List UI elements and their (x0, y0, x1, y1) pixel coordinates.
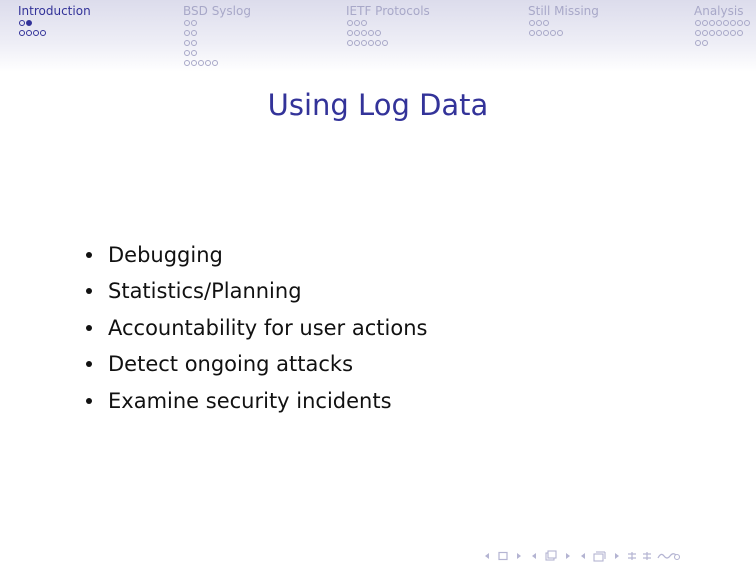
frame-dot[interactable] (191, 60, 197, 66)
nav-section-title[interactable]: Still Missing (528, 4, 599, 18)
bullet-item: Debugging (84, 238, 427, 274)
section-icon[interactable] (593, 550, 607, 562)
nav-section-still-missing[interactable] (528, 4, 599, 38)
frame-dots (694, 18, 751, 48)
frame-dot[interactable] (695, 30, 701, 36)
nav-section-ietf-protocols[interactable] (346, 4, 430, 48)
frame-icon[interactable] (497, 551, 509, 561)
bullet-item: Accountability for user actions (84, 311, 427, 347)
frame-dot[interactable] (723, 20, 729, 26)
frame-dot[interactable] (730, 30, 736, 36)
frame-dot[interactable] (550, 30, 556, 36)
search-icon[interactable] (657, 551, 681, 561)
frame-dot[interactable] (730, 20, 736, 26)
frame-dot[interactable] (19, 20, 25, 26)
frame-dot[interactable] (716, 20, 722, 26)
nav-section-title[interactable]: BSD Syslog (183, 4, 251, 18)
nav-section-bsd-syslog[interactable] (183, 4, 251, 68)
frame-dot-row (347, 38, 430, 48)
next-frame-icon[interactable] (514, 551, 524, 561)
nav-section-title[interactable]: Analysis (694, 4, 744, 18)
frame-dot[interactable] (40, 30, 46, 36)
frame-dot[interactable] (354, 30, 360, 36)
frame-dot-row (184, 48, 251, 58)
frame-dot[interactable] (716, 30, 722, 36)
frame-dot[interactable] (382, 40, 388, 46)
frame-dot[interactable] (737, 20, 743, 26)
frame-dot[interactable] (709, 20, 715, 26)
bullet-item: Examine security incidents (84, 384, 427, 420)
current-frame-dot[interactable] (26, 20, 32, 26)
subsection-icon[interactable] (544, 550, 558, 562)
frame-dot[interactable] (361, 20, 367, 26)
nav-section-title[interactable]: IETF Protocols (346, 4, 430, 18)
frame-dot[interactable] (695, 40, 701, 46)
frame-dot[interactable] (702, 30, 708, 36)
frame-dot-row (19, 18, 91, 28)
frame-dot[interactable] (709, 30, 715, 36)
prev-section-icon[interactable] (578, 551, 588, 561)
frame-dot[interactable] (702, 20, 708, 26)
nav-section-analysis[interactable] (694, 4, 751, 48)
frame-dot-row (19, 28, 91, 38)
frame-dots (528, 18, 599, 38)
frame-dot-row (695, 38, 751, 48)
frame-dot-row (529, 28, 599, 38)
frame-dot[interactable] (368, 40, 374, 46)
frame-dot-row (529, 18, 599, 28)
next-section-icon[interactable] (612, 551, 622, 561)
frame-dot[interactable] (33, 30, 39, 36)
frame-dot[interactable] (557, 30, 563, 36)
frame-dot[interactable] (191, 30, 197, 36)
frame-dot[interactable] (354, 20, 360, 26)
frame-dot-row (695, 18, 751, 28)
frame-dot-row (347, 18, 430, 28)
frame-dot[interactable] (375, 30, 381, 36)
frame-dot[interactable] (347, 30, 353, 36)
frame-dots (18, 18, 91, 38)
frame-dot[interactable] (184, 40, 190, 46)
nav-section-title[interactable]: Introduction (18, 4, 91, 18)
next-subsection-icon[interactable] (563, 551, 573, 561)
frame-dots (183, 18, 251, 68)
frame-dot[interactable] (184, 30, 190, 36)
frame-dot[interactable] (347, 40, 353, 46)
bullet-item: Statistics/Planning (84, 274, 427, 310)
first-frame-icon[interactable] (482, 551, 492, 561)
bullet-item: Detect ongoing attacks (84, 347, 427, 383)
frame-dot[interactable] (695, 20, 701, 26)
frame-dot[interactable] (19, 30, 25, 36)
frame-dot[interactable] (212, 60, 218, 66)
frame-dot[interactable] (361, 40, 367, 46)
frame-dot[interactable] (347, 20, 353, 26)
frame-dot[interactable] (543, 20, 549, 26)
frame-dot-row (184, 38, 251, 48)
frame-dot[interactable] (198, 60, 204, 66)
frame-dot-row (695, 28, 751, 38)
frame-dot[interactable] (191, 50, 197, 56)
frame-dot[interactable] (205, 60, 211, 66)
frame-dot[interactable] (744, 20, 750, 26)
nav-section-introduction[interactable] (18, 4, 91, 38)
frame-dot[interactable] (184, 20, 190, 26)
frame-dot-row (184, 18, 251, 28)
frame-dot[interactable] (529, 30, 535, 36)
frame-dot[interactable] (368, 30, 374, 36)
frame-dot[interactable] (361, 30, 367, 36)
frame-dot[interactable] (191, 20, 197, 26)
frame-dot[interactable] (536, 30, 542, 36)
slide-title: Using Log Data (267, 88, 489, 122)
beamer-navigation-symbols (482, 548, 681, 564)
frame-dot[interactable] (702, 40, 708, 46)
frame-dot[interactable] (543, 30, 549, 36)
frame-dot[interactable] (536, 20, 542, 26)
frame-dot[interactable] (184, 50, 190, 56)
frame-dots (346, 18, 430, 48)
bullet-list (84, 238, 427, 420)
frame-dot[interactable] (737, 30, 743, 36)
frame-dot[interactable] (184, 60, 190, 66)
appendix-icon[interactable] (642, 551, 652, 561)
prev-subsection-icon[interactable] (529, 551, 539, 561)
prev-appendix-icon[interactable] (627, 551, 637, 561)
frame-dot[interactable] (26, 30, 32, 36)
frame-dot[interactable] (354, 40, 360, 46)
frame-dot-row (347, 28, 430, 38)
frame-dot[interactable] (529, 20, 535, 26)
frame-dot[interactable] (191, 40, 197, 46)
frame-dot[interactable] (375, 40, 381, 46)
frame-dot-row (184, 58, 251, 68)
section-navigation-bar (0, 0, 756, 72)
frame-dot[interactable] (723, 30, 729, 36)
frame-dot-row (184, 28, 251, 38)
